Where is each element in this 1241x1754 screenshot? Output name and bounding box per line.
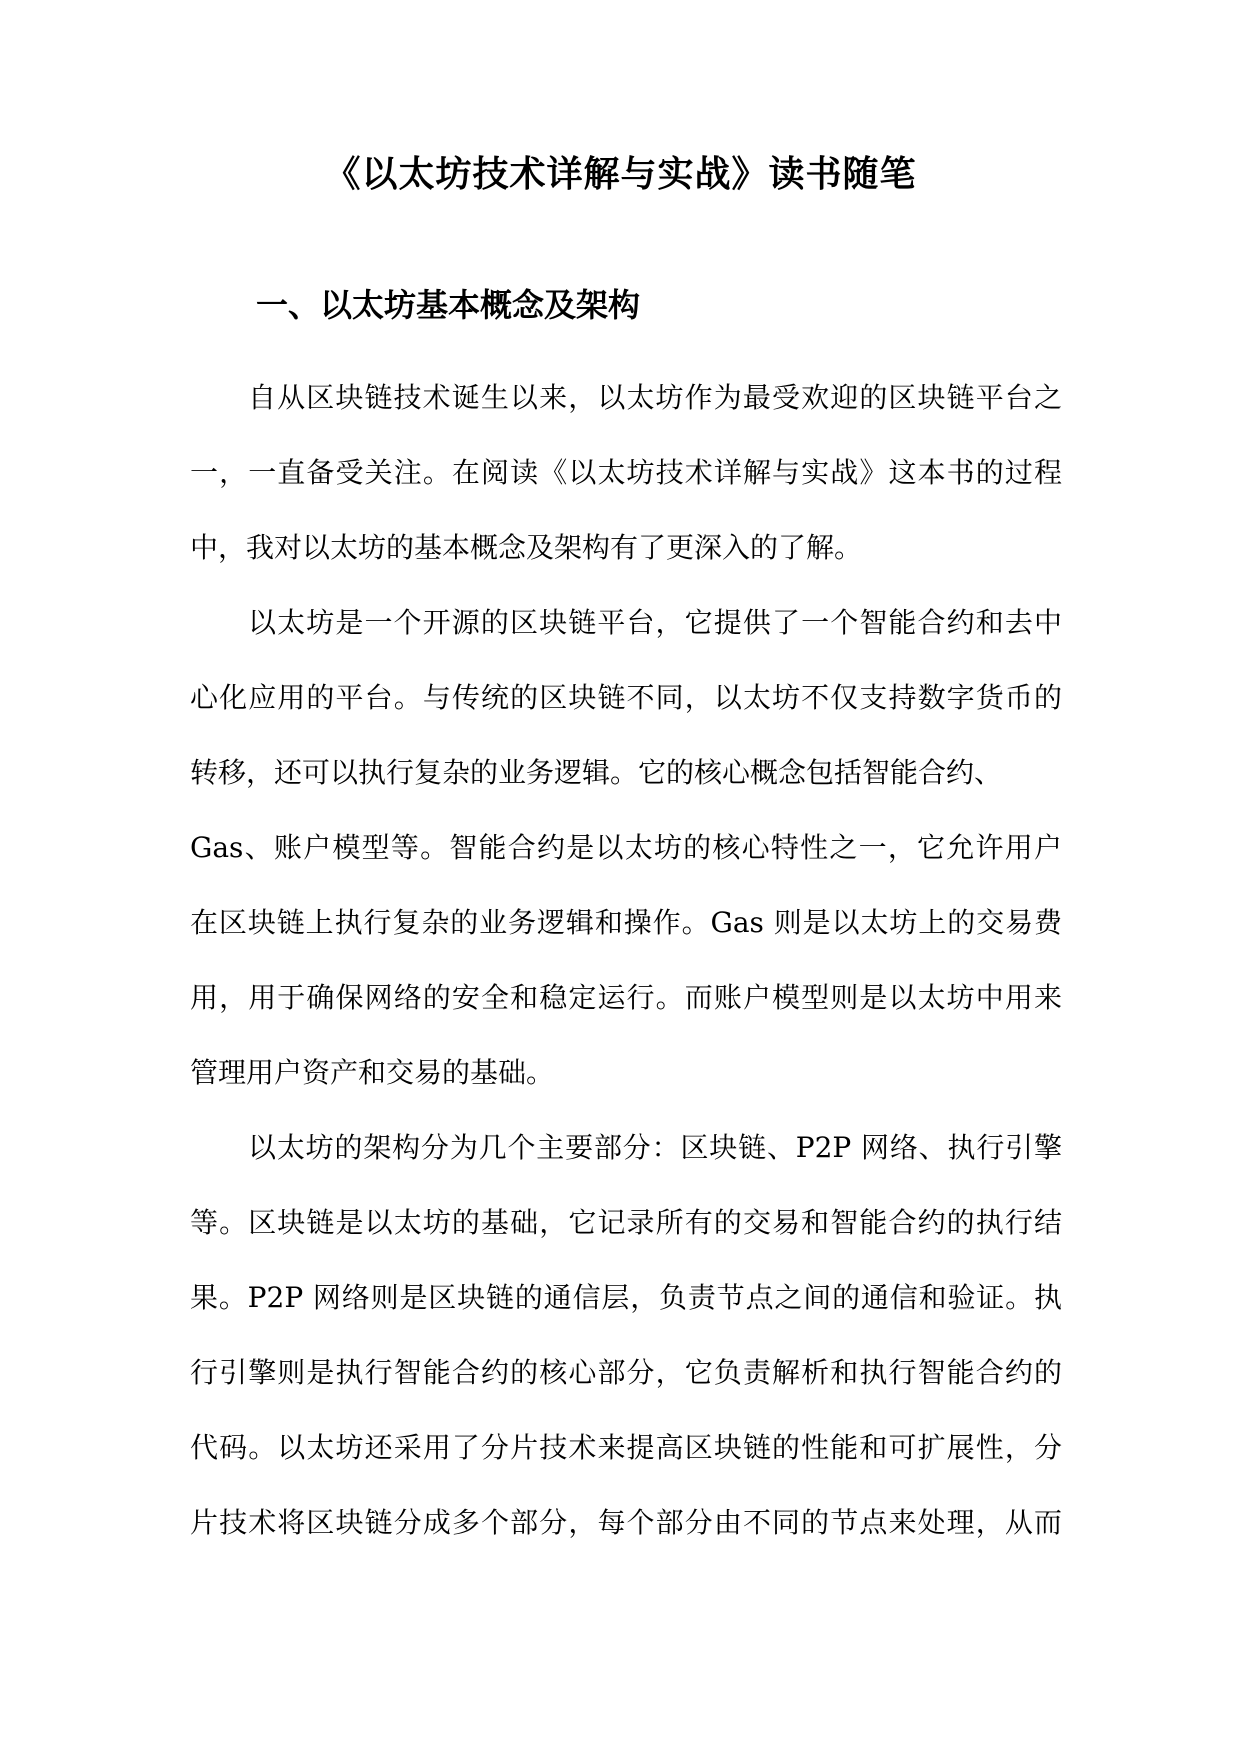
text-line: 等。区块链是以太坊的基础，它记录所有的交易和智能合约的执行结 bbox=[190, 1206, 1062, 1239]
text-line: 用，用于确保网络的安全和稳定运行。而账户模型则是以太坊中用来 bbox=[190, 981, 1062, 1014]
text-line: 行引擎则是执行智能合约的核心部分，它负责解析和执行智能合约的 bbox=[190, 1356, 1062, 1389]
text-line: 片技术将区块链分成多个部分，每个部分由不同的节点来处理，从而 bbox=[190, 1506, 1062, 1539]
text-line: 以太坊的架构分为几个主要部分：区块链、P2P 网络、执行引擎 bbox=[248, 1131, 1062, 1164]
text-line: 代码。以太坊还采用了分片技术来提高区块链的性能和可扩展性，分 bbox=[190, 1431, 1062, 1464]
text-line: 以太坊是一个开源的区块链平台，它提供了一个智能合约和去中 bbox=[248, 606, 1062, 639]
text-line: 自从区块链技术诞生以来，以太坊作为最受欢迎的区块链平台之 bbox=[248, 381, 1062, 414]
body-text bbox=[190, 360, 1062, 1560]
text-line: 一，一直备受关注。在阅读《以太坊技术详解与实战》这本书的过程 bbox=[190, 456, 1062, 489]
text-line: 转移，还可以执行复杂的业务逻辑。它的核心概念包括智能合约、 bbox=[190, 756, 1003, 789]
text-line: 果。P2P 网络则是区块链的通信层，负责节点之间的通信和验证。执 bbox=[190, 1281, 1062, 1314]
text-line: 管理用户资产和交易的基础。 bbox=[190, 1056, 555, 1089]
text-line: 心化应用的平台。与传统的区块链不同，以太坊不仅支持数字货币的 bbox=[190, 681, 1062, 714]
text-line: 中，我对以太坊的基本概念及架构有了更深入的了解。 bbox=[190, 531, 863, 564]
paragraph-2 bbox=[190, 585, 1062, 1110]
document-title: 《以太坊技术详解与实战》读书随笔 bbox=[324, 154, 917, 195]
section-heading: 一、以太坊基本概念及架构 bbox=[256, 286, 641, 324]
text-line: Gas、账户模型等。智能合约是以太坊的核心特性之一，它允许用户 bbox=[190, 831, 1062, 864]
paragraph-1 bbox=[190, 360, 1062, 585]
paragraph-3 bbox=[190, 1110, 1062, 1560]
text-line: 在区块链上执行复杂的业务逻辑和操作。Gas 则是以太坊上的交易费 bbox=[190, 906, 1062, 939]
